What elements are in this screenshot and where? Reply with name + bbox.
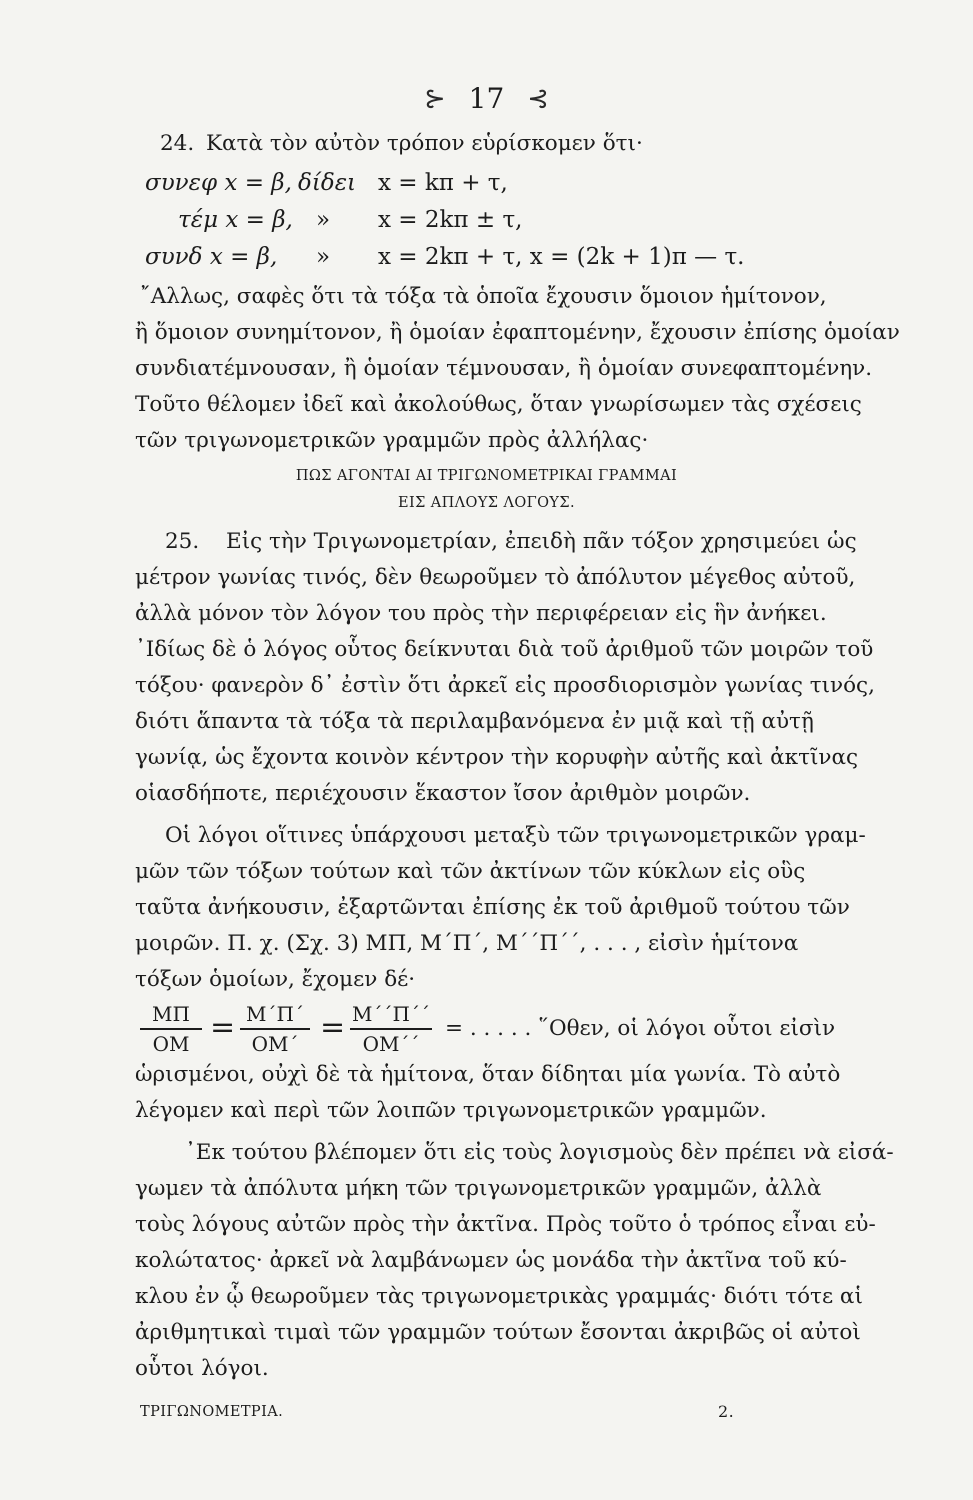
eq3-lhs: συνδ x = β, bbox=[145, 244, 278, 270]
para25c-line-1: ὡρισμένοι, οὐχὶ δὲ τὰ ἡμίτονα, ὅταν δίδηται μία γωνία. Τὸ αὐτὸ bbox=[135, 1062, 841, 1087]
para24-line-3: συνδιατέμνουσαν, ἢ ὁμοίαν τέμνουσαν, ἢ ὁμοίαν συνεφαπτομένην. bbox=[135, 356, 873, 381]
para25d-line-5: κλου ἐν ᾧ θεωροῦμεν τὰς τριγωνομετρικὰς γραμμάς· διότι τότε αἱ bbox=[135, 1284, 863, 1309]
eq2-rhs: x = 2kπ ± τ, bbox=[378, 207, 523, 233]
fraction-2-numerator: Μ΄Π΄ bbox=[246, 1002, 304, 1026]
para25-line-5: διότι ἅπαντα τὰ τόξα τὰ περιλαμβανόμενα ἐν μιᾷ καὶ τῇ αὐτῇ bbox=[135, 709, 814, 734]
eq1-lhs: συνεφ x = β, bbox=[145, 170, 292, 196]
footer-signature: ΤΡΙΓΩΝΟΜΕΤΡΙΑ. bbox=[140, 1404, 284, 1420]
para24-line-1: ῎Αλλως, σαφὲς ὅτι τὰ τόξα τὰ ὁποῖα ἔχουσιν ὅμοιον ἡμίτονον, bbox=[140, 284, 827, 309]
para25-line-4: τόξου· φανερὸν δ᾿ ἐστὶν ὅτι ἀρκεῖ εἰς προσδιορισμὸν γωνίας τινός, bbox=[135, 673, 875, 698]
para25-line-3: ᾿Ιδίως δὲ ὁ λόγος οὗτος δείκνυται διὰ τοῦ ἀριθμοῦ τῶν μοιρῶν τοῦ bbox=[135, 637, 874, 662]
para25d-line-4: κολώτατος· ἀρκεῖ νὰ λαμβάνωμεν ὡς μονάδα τὴν ἀκτῖνα τοῦ κύ- bbox=[135, 1248, 847, 1273]
para25-number: 25. bbox=[165, 529, 200, 554]
para25-line-1: μέτρον γωνίας τινός, δὲν θεωροῦμεν τὸ ἀπόλυτον μέγεθος αὐτοῦ, bbox=[135, 565, 856, 590]
section-heading-line-2: ΕΙΣ ΑΠΛΟΥΣ ΛΟΓΟΥΣ. bbox=[397, 495, 576, 511]
eq2-lhs: τέμ x = β, bbox=[178, 207, 293, 233]
para25d-line-7: οὗτοι λόγοι. bbox=[135, 1356, 269, 1381]
eq1-rhs: x = kπ + τ, bbox=[378, 170, 508, 196]
running-header bbox=[0, 80, 973, 115]
fraction-3-denominator: ΟΜ΄΄ bbox=[362, 1032, 420, 1056]
page-number: 17 bbox=[468, 82, 505, 115]
eq2-mid: » bbox=[316, 207, 331, 233]
para24-line-5: τῶν τριγωνομετρικῶν γραμμῶν πρὸς ἀλλήλας· bbox=[135, 428, 649, 453]
eq3-mid: » bbox=[316, 244, 331, 270]
section-heading-line-1: ΠΩΣ ΑΓΟΝΤΑΙ ΑΙ ΤΡΙΓΩΝΟΜΕΤΡΙΚΑΙ ΓΡΑΜΜΑΙ bbox=[295, 468, 678, 484]
para24-line-2: ἢ ὅμοιον συνημίτονον, ἢ ὁμοίαν ἐφαπτομένην, ἔχουσιν ἐπίσης ὁμοίαν bbox=[135, 320, 900, 345]
equals-sign-2: = bbox=[320, 1010, 346, 1045]
para25-line-2: ἀλλὰ μόνον τὸν λόγον του πρὸς τὴν περιφέρειαν εἰς ἣν ἀνήκει. bbox=[135, 601, 827, 626]
para24-number: 24. bbox=[160, 131, 195, 156]
para25d-line-1: ᾿Εκ τούτου βλέπομεν ὅτι εἰς τοὺς λογισμοὺς δὲν πρέπει νὰ εἰσά- bbox=[185, 1140, 894, 1165]
para25d-line-3: τοὺς λόγους αὐτῶν πρὸς τὴν ἀκτῖνα. Πρὸς τοῦτο ὁ τρόπος εἶναι εὐ- bbox=[135, 1212, 876, 1237]
para25-first-line: Εἰς τὴν Τριγωνομετρίαν, ἐπειδὴ πᾶν τόξον χρησιμεύει ὡς bbox=[226, 529, 857, 554]
eq3-rhs: x = 2kπ + τ, x = (2k + 1)π — τ. bbox=[378, 244, 745, 270]
fraction-3-numerator: Μ΄΄Π΄΄ bbox=[352, 1002, 430, 1026]
fraction-1-denominator: ΟΜ bbox=[152, 1032, 190, 1056]
para25d-line-2: γωμεν τὰ ἀπόλυτα μήκη τῶν τριγωνομετρικῶν γραμμῶν, ἀλλὰ bbox=[135, 1176, 822, 1201]
para25-line-7: οἱασδήποτε, περιέχουσιν ἕκαστον ἴσον ἀριθμὸν μοιρῶν. bbox=[135, 781, 751, 806]
para24-intro: Κατὰ τὸν αὐτὸν τρόπον εὑρίσκομεν ὅτι· bbox=[206, 131, 643, 156]
para25b-line-2: μῶν τῶν τόξων τούτων καὶ τῶν ἀκτίνων τῶν κύκλων εἰς οὓς bbox=[135, 859, 806, 884]
para25b-line-4: μοιρῶν. Π. χ. (Σχ. 3) ΜΠ, Μ΄Π΄, Μ΄΄Π΄΄, . . . , εἰσὶν ἡμίτονα bbox=[135, 931, 799, 956]
para25b-line-5: τόξων ὁμοίων, ἔχομεν δέ· bbox=[135, 967, 416, 992]
right-ornament-icon: ⊰ bbox=[527, 83, 550, 114]
para25d-line-6: ἀριθμητικαὶ τιμαὶ τῶν γραμμῶν τούτων ἔσονται ἀκριβῶς οἱ αὐτοὶ bbox=[135, 1320, 861, 1345]
para25b-line-3: ταῦτα ἀνήκουσιν, ἐξαρτῶνται ἐπίσης ἐκ τοῦ ἀριθμοῦ τούτου τῶν bbox=[135, 895, 850, 920]
fraction-1-numerator: ΜΠ bbox=[152, 1002, 190, 1026]
fraction-1 bbox=[140, 1002, 202, 1056]
fraction-2-denominator: ΟΜ΄ bbox=[251, 1032, 299, 1056]
eq1-mid: δίδει bbox=[298, 170, 357, 196]
fraction-1-bar bbox=[140, 1028, 202, 1030]
fraction-2-bar bbox=[240, 1028, 310, 1030]
equals-sign-1: = bbox=[210, 1010, 236, 1045]
fraction-tail: = . . . . . ῞Οθεν, οἱ λόγοι οὗτοι εἰσὶν bbox=[445, 1016, 836, 1041]
fraction-2 bbox=[240, 1002, 310, 1056]
para25-line-6: γωνίᾳ, ὡς ἔχοντα κοινὸν κέντρον τὴν κορυφὴν αὐτῆς καὶ ἀκτῖνας bbox=[135, 745, 859, 770]
fraction-3 bbox=[350, 1002, 432, 1056]
left-ornament-icon: ⊱ bbox=[423, 83, 446, 114]
para25c-line-2: λέγομεν καὶ περὶ τῶν λοιπῶν τριγωνομετρικῶν γραμμῶν. bbox=[135, 1098, 767, 1123]
fraction-3-bar bbox=[350, 1028, 432, 1030]
para24-line-4: Τοῦτο θέλομεν ἰδεῖ καὶ ἀκολούθως, ὅταν γνωρίσωμεν τὰς σχέσεις bbox=[135, 392, 862, 417]
footer-sheet-number: 2. bbox=[718, 1402, 735, 1421]
para25b-line-1: Οἱ λόγοι οἵτινες ὑπάρχουσι μεταξὺ τῶν τριγωνομετρικῶν γραμ- bbox=[165, 823, 866, 848]
